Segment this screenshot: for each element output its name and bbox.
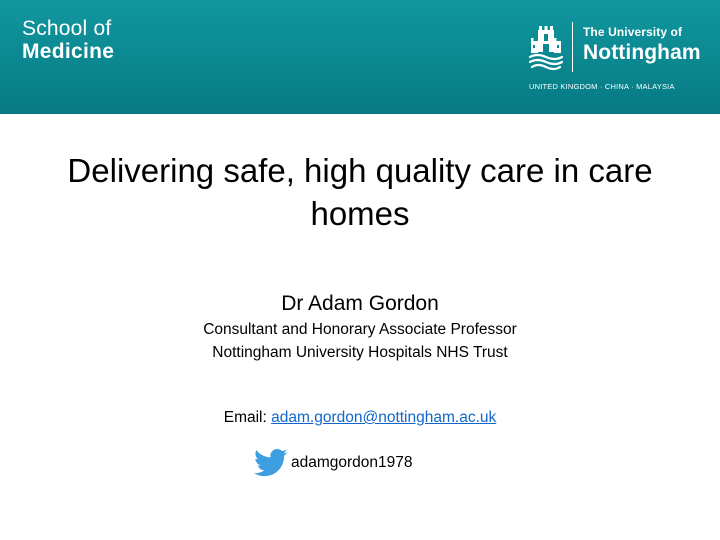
university-crest-icon [528, 22, 564, 72]
slide-title: Delivering safe, high quality care in care homes [67, 152, 653, 232]
university-name-top: The University of [583, 25, 683, 39]
author-name: Dr Adam Gordon [281, 292, 439, 315]
email-label: Email: [223, 409, 267, 426]
twitter-handle[interactable]: adamgordon1978 [291, 454, 413, 471]
author-organisation: Nottingham University Hospitals NHS Trust [212, 344, 508, 361]
university-tagline: UNITED KINGDOM · CHINA · MALAYSIA [529, 82, 675, 91]
twitter-bird-icon [254, 448, 288, 478]
logo-divider [572, 22, 573, 72]
university-logo [528, 20, 708, 100]
twitter-line [254, 446, 413, 480]
school-line-2: Medicine [22, 39, 115, 63]
school-line-1: School of [22, 17, 112, 40]
university-wordmark [583, 26, 701, 63]
email-line [0, 409, 720, 427]
school-of-medicine-logo [22, 18, 114, 63]
author-role: Consultant and Honorary Associate Professor [203, 321, 517, 338]
email-link[interactable]: adam.gordon@nottingham.ac.uk [271, 409, 497, 426]
university-name: Nottingham [583, 41, 701, 64]
header-banner [0, 0, 720, 114]
